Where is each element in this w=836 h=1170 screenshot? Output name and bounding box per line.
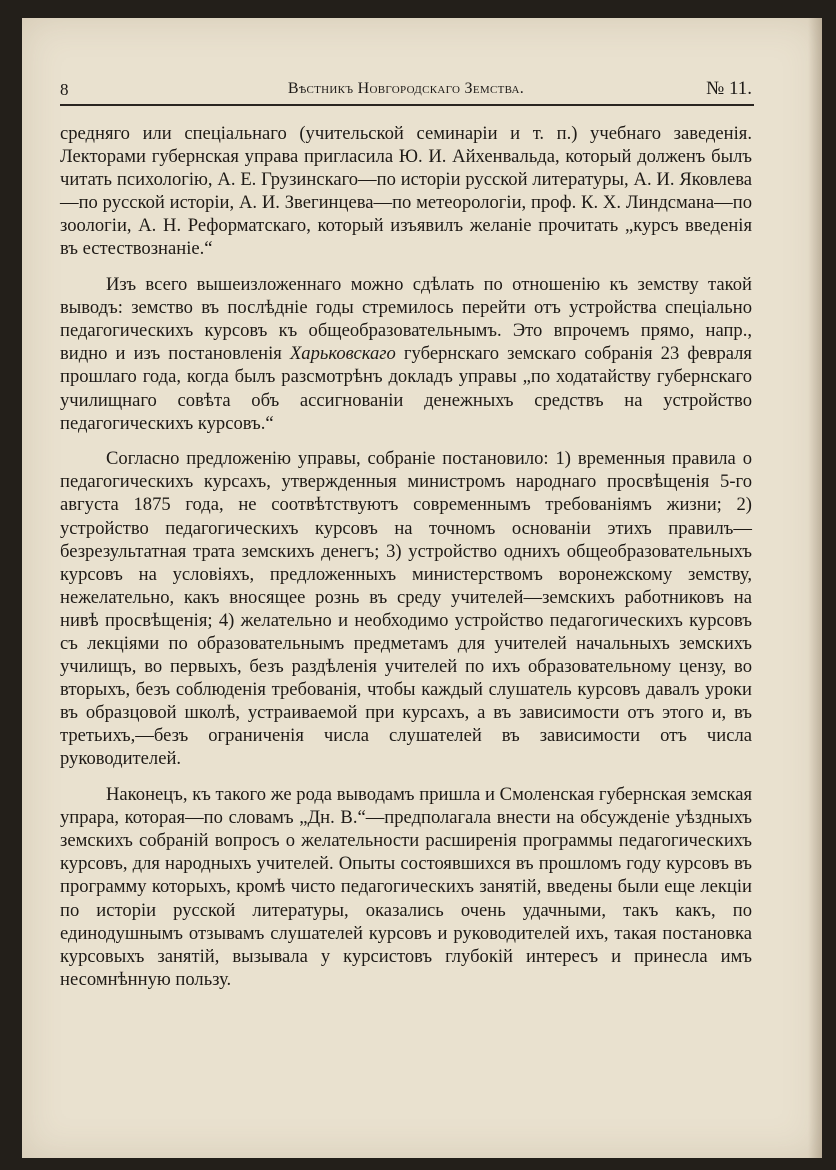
page-edge-shadow	[808, 18, 822, 1158]
paragraph-4: Наконецъ, къ такого же рода выводамъ пришла и Смоленская губернская земская упрара, которая—по словамъ „Дн. В.“—предполагала внести на обсужденіе уѣздныхъ земскихъ собраній вопросъ о желательности расширенія программы педагогическихъ курсовъ, для народныхъ учителей. Опыты состоявшихся въ прошломъ году курсовъ въ программу которыхъ, кромѣ чисто педагогическихъ занятій, введены были еще лекціи по исторіи русской литературы, оказались очень удачными, такъ какъ, по единодушнымъ отзывамъ слушателей курсовъ и руководителей ихъ, такая постановка курсовыхъ занятій, вызывала у курсистовъ глубокій интересъ и принесла имъ несомнѣнную пользу.	[60, 784, 752, 990]
paragraph-1: средняго или спеціальнаго (учительской семинаріи и т. п.) учебнаго заведенія. Лекторами губернская управа пригласила Ю. И. Айхенвальда, который долженъ былъ читать психологію, А. Е. Грузинскаго—по исторіи русской литературы, А. И. Яковлева—по русской исторіи, А. И. Звегинцева—по метеорологіи, проф. К. Х. Линдсмана—по зоологіи, А. Н. Реформатскаго, который изъявилъ желаніе прочитать „курсъ введенія въ естествознаніе.“	[60, 123, 752, 260]
paragraph-2	[60, 273, 752, 435]
issue-number: № 11.	[706, 78, 752, 99]
article-body	[60, 122, 752, 1003]
italic-kharkov: Харьковскаго	[289, 343, 396, 365]
header-rule	[60, 104, 754, 106]
page-number: 8	[60, 80, 69, 99]
paragraph-2-before: Изъ всего вышеизложеннаго можно сдѣлать по отношенію къ земству такой выводъ: земство въ послѣдніе годы стремилось перейти отъ устройства спеціально педагогическихъ курсовъ къ общеобразовательнымъ. Это впрочемъ прямо, напр., видно и изъ постановленія	[60, 274, 752, 365]
paragraph-3: Согласно предложенію управы, собраніе постановило: 1) временныя правила о педагогическихъ курсахъ, утвержденныя министромъ народнаго просвѣщенія 5-го августа 1875 года, не соотвѣтствуютъ современнымъ требованіямъ жизни; 2) устройство педагогическихъ курсовъ на точномъ основаніи этихъ правилъ—безрезультатная трата земскихъ денегъ; 3) устройство однихъ общеобразовательныхъ курсовъ на условіяхъ, предложенныхъ министерствомъ воронежскому земству, нежелательно, какъ вносящее рознь въ среду учителей—земскихъ работниковъ на нивѣ просвѣщенія; 4) желательно и необходимо устройство педагогическихъ курсовъ съ лекціями по образовательнымъ предметамъ для учителей начальныхъ земскихъ училищъ, во первыхъ, безъ раздѣленія учителей по ихъ образовательному цензу, во вторыхъ, безъ соблюденія требованія, чтобы каждый слушатель курсовъ давалъ уроки въ образцовой школѣ, устраиваемой при курсахъ, а въ зависимости отъ этого и, въ третьихъ,—безъ ограниченія числа слушателей въ зависимости отъ числа руководителей.	[60, 448, 752, 770]
journal-title: Вѣстникъ Новгородскаго Земства.	[287, 80, 525, 97]
paragraph-2-after: губернскаго земскаго собранія 23 февраля прошлаго года, когда былъ разсмотрѣнъ докладъ управы „по ходатайству губернскаго училищнаго совѣта объ ассигнованіи денежныхъ средствъ на устройство педагогическихъ курсовъ.“	[60, 343, 752, 434]
running-header	[60, 78, 752, 104]
